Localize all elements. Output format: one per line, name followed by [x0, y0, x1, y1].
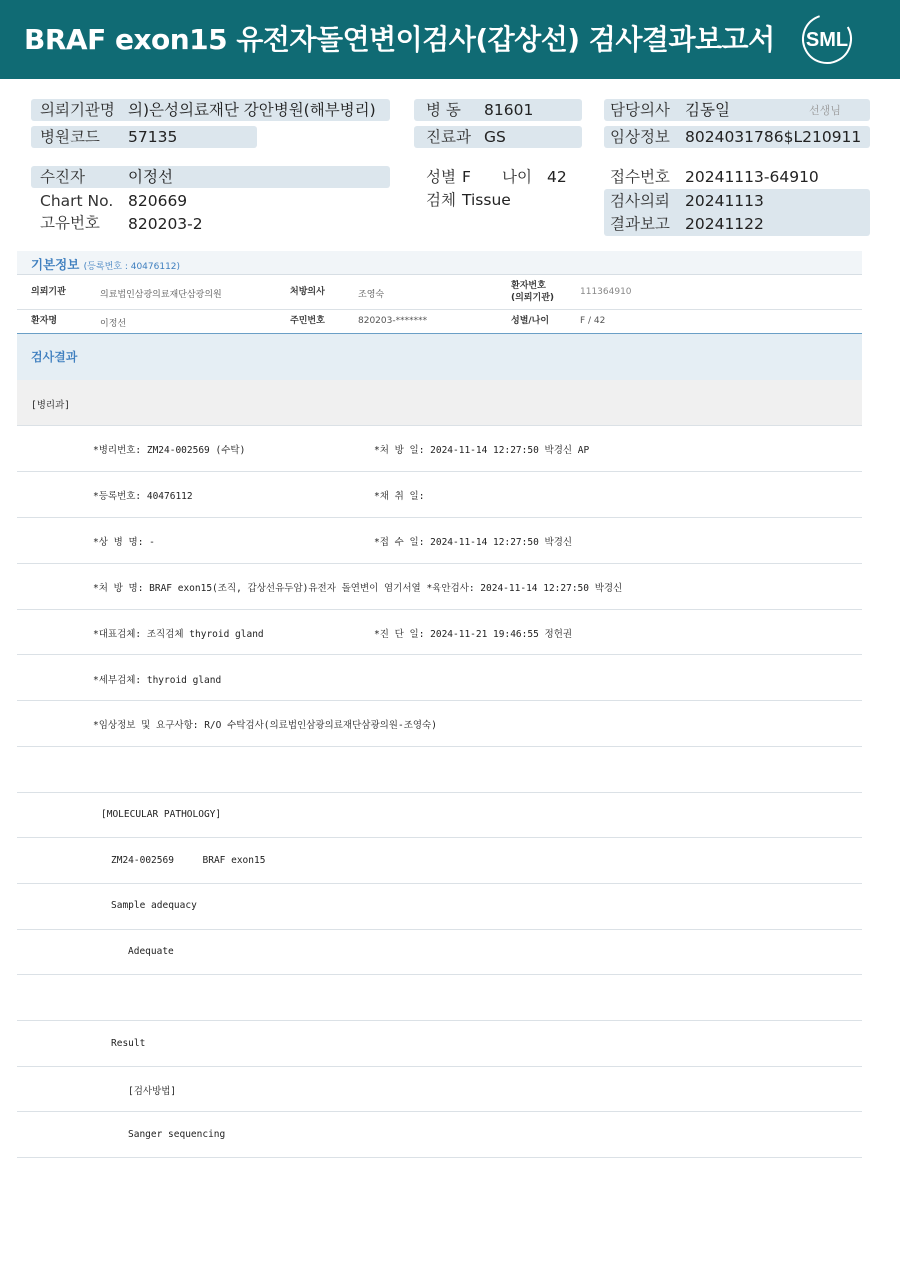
chart-value: 820669 — [128, 192, 188, 210]
basic-inst-value: 의료법인삼광의료재단삼광의원 — [100, 290, 222, 300]
doctor-label: 담당의사 — [610, 101, 670, 119]
result-row-divider — [17, 1111, 862, 1112]
unique-label: 고유번호 — [40, 214, 100, 232]
result-row-divider — [17, 883, 862, 884]
specimen-value: Tissue — [462, 191, 511, 209]
ward-value: 81601 — [484, 101, 534, 119]
sample-adequacy-value: Adequate — [128, 946, 174, 957]
basic-info-subtitle: (등록번호 : 40476112) — [83, 262, 181, 272]
request-label: 검사의뢰 — [610, 192, 670, 210]
basic-inst-label: 의뢰기관 — [31, 287, 66, 297]
institution-label: 의뢰기관명 — [40, 101, 115, 119]
basic-rrn-value: 820203-******* — [358, 316, 428, 326]
basic-info-title — [31, 255, 180, 273]
basic-doc-label: 처방의사 — [290, 287, 325, 297]
sml-logo — [798, 12, 856, 66]
basic-doc-value: 조영숙 — [358, 290, 385, 300]
result-row-divider — [17, 792, 862, 793]
prescription-date: *처 방 일: 2024-11-14 12:27:50 박경신 AP — [374, 445, 590, 456]
chart-label: Chart No. — [40, 192, 114, 210]
patient-value: 이정선 — [128, 168, 173, 186]
ward-label: 병 동 — [426, 101, 461, 119]
dept-label: 진료과 — [426, 128, 471, 146]
result-row-divider — [17, 654, 862, 655]
result-row-divider — [17, 837, 862, 838]
basic-sexage-label: 성별/나이 — [511, 316, 550, 326]
hospital-code-value: 57135 — [128, 128, 178, 146]
case-test-line: ZM24-002569 BRAF exon15 — [111, 855, 266, 866]
doctor-suffix: 선생님 — [809, 104, 841, 117]
basic-name-label: 환자명 — [31, 316, 58, 326]
prescription-name: *처 방 명: BRAF exon15(조직, 갑상선유두암)유전자 돌연변이 염기서열 *육안검사: 2024-11-14 12:27:50 박경신 — [93, 583, 623, 594]
result-label: Result — [111, 1038, 146, 1049]
result-row-divider — [17, 1157, 862, 1158]
result-row-divider — [17, 1066, 862, 1067]
result-row-divider — [17, 563, 862, 564]
patient-label: 수진자 — [40, 168, 85, 186]
age-value: 42 — [547, 168, 567, 186]
request-value: 20241113 — [685, 192, 764, 210]
result-row-divider — [17, 517, 862, 518]
receipt-date: *접 수 일: 2024-11-14 12:27:50 박경신 — [374, 537, 573, 548]
result-row-divider — [17, 471, 862, 472]
result-row-divider — [17, 1020, 862, 1021]
report-label: 결과보고 — [610, 215, 670, 233]
receipt-label: 접수번호 — [610, 168, 670, 186]
basic-row-divider — [17, 309, 862, 310]
test-method-label: [검사방법] — [128, 1086, 177, 1097]
basic-pid-label-2: (의뢰기관) — [511, 293, 555, 303]
basic-pid-value: 111364910 — [580, 287, 632, 297]
doctor-value: 김동일 — [685, 101, 730, 119]
pathology-number: *병리번호: ZM24-002569 (수탁) — [93, 445, 246, 456]
sample-adequacy-label: Sample adequacy — [111, 900, 197, 911]
result-title: 검사결과 — [31, 350, 78, 364]
report-title: BRAF exon15 유전자돌연변이검사(갑상선) 검사결과보고서 — [24, 23, 775, 56]
age-label: 나이 — [502, 168, 532, 186]
hospital-code-label: 병원코드 — [40, 128, 100, 146]
basic-pid-label-1: 환자번호 — [511, 281, 546, 291]
registration-number: *등록번호: 40476112 — [93, 491, 193, 502]
clinical-request: *임상정보 및 요구사항: R/O 수탁검사(의료법인삼광의료재단삼광의원-조영숙) — [93, 720, 437, 731]
result-row-divider — [17, 700, 862, 701]
representative-specimen: *대표검체: 조직검체 thyroid gland — [93, 629, 264, 640]
dept-label: [병리과] — [31, 400, 70, 411]
detail-specimen: *세부검체: thyroid gland — [93, 675, 222, 686]
basic-info-title-text: 기본정보 — [31, 257, 80, 272]
basic-sexage-value: F / 42 — [580, 316, 606, 326]
result-row-divider — [17, 974, 862, 975]
dept-band — [17, 380, 862, 426]
result-row-divider — [17, 929, 862, 930]
receipt-value: 20241113-64910 — [685, 168, 819, 186]
report-value: 20241122 — [685, 215, 764, 233]
unique-value: 820203-2 — [128, 215, 203, 233]
clinical-label: 임상정보 — [610, 128, 670, 146]
logo-text: SML — [805, 29, 849, 51]
disease-name: *상 병 명: - — [93, 537, 155, 548]
dept-value: GS — [484, 128, 506, 146]
result-row-divider — [17, 425, 862, 426]
specimen-label: 검체 — [426, 191, 456, 209]
basic-name-value: 이정선 — [100, 319, 127, 329]
institution-value: 의)은성의료재단 강안병원(해부병리) — [128, 101, 376, 119]
sex-label: 성별 — [426, 168, 456, 186]
diagnosis-date: *진 단 일: 2024-11-21 19:46:55 정헌권 — [374, 629, 573, 640]
basic-rrn-label: 주민번호 — [290, 316, 325, 326]
collection-date: *채 취 일: — [374, 491, 425, 502]
result-row-divider — [17, 609, 862, 610]
result-header-band — [17, 333, 862, 380]
clinical-value: 8024031786$L210911 — [685, 128, 862, 146]
sex-value: F — [462, 168, 471, 186]
result-row-divider — [17, 746, 862, 747]
test-method-value: Sanger sequencing — [128, 1129, 226, 1140]
molecular-pathology-heading: [MOLECULAR PATHOLOGY] — [101, 809, 222, 820]
